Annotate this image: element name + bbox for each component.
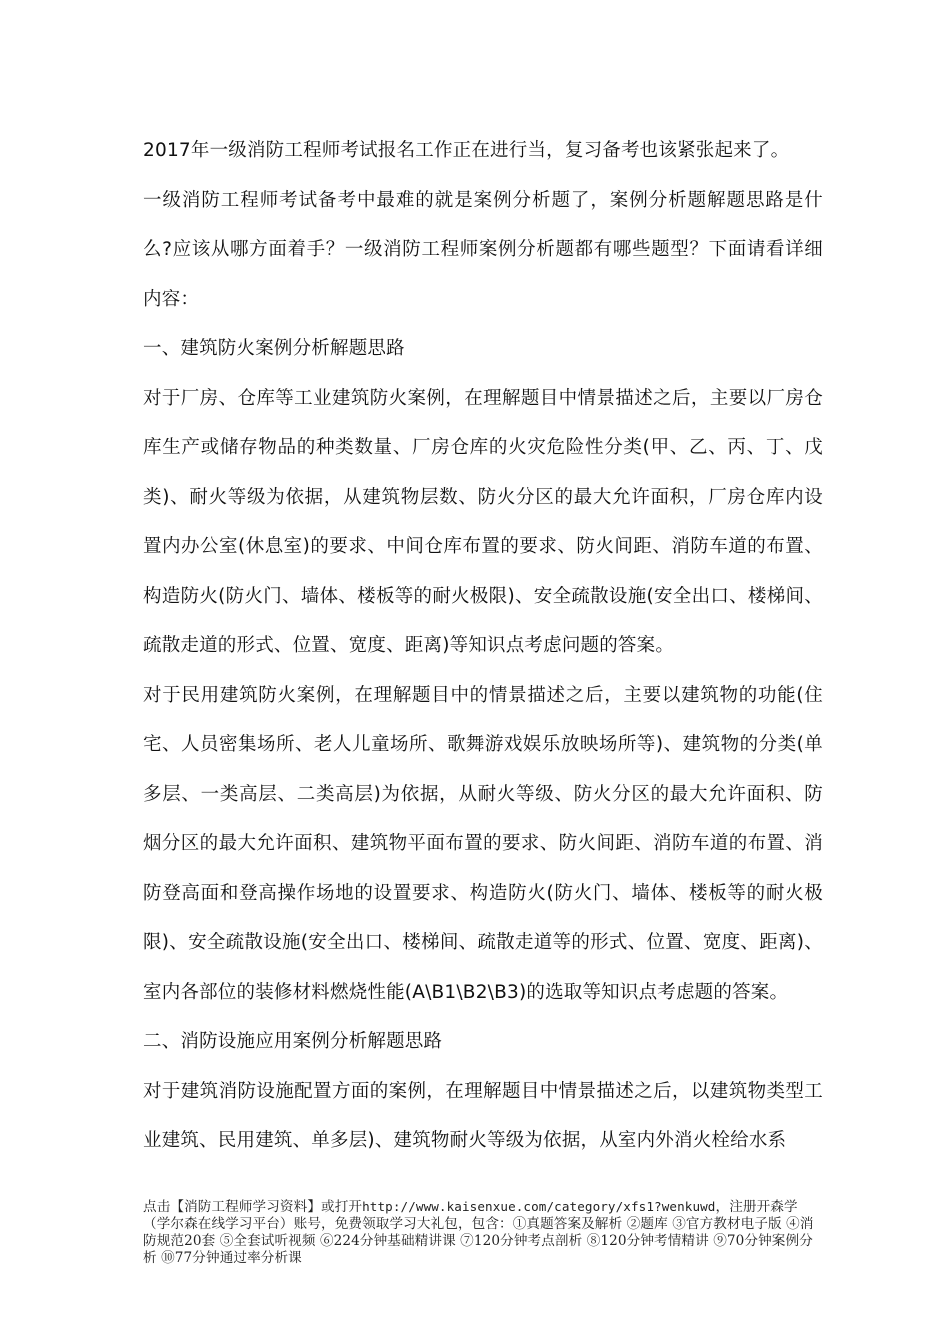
intro-paragraph: 2017年一级消防工程师考试报名工作正在进行当，复习备考也该紧张起来了。 — [143, 140, 790, 161]
article-body — [143, 126, 823, 1166]
civil-building-paragraph: 对于民用建筑防火案例，在理解题目中的情景描述之后，主要以建筑物的功能(住宅、人员密集场所、老人儿童场所、歌舞游戏娱乐放映场所等)、建筑物的分类(单多层、一类高层、二类高层)为依据，从耐火等级、防火分区的最大允许面积、防烟分区的最大允许面积、建筑物平面布置的要求、防火间距、消防车道的布置、消防登高面和登高操作场地的设置要求、构造防火(防火门、墙体、楼板等的耐火极限)、安全疏散设施(安全出口、楼梯间、疏散走道等的形式、位置、宽度、距离)、室内各部位的装修材料燃烧性能(A\B1\B2\B3)的选取等知识点考虑题的答案。 — [143, 684, 823, 1003]
industrial-building-paragraph: 对于厂房、仓库等工业建筑防火案例，在理解题目中情景描述之后，主要以厂房仓库生产或储存物品的种类数量、厂房仓库的火灾危险性分类(甲、乙、丙、丁、戊类)、耐火等级为依据，从建筑物层数、防火分区的最大允许面积，厂房仓库内设置内办公室(休息室)的要求、中间仓库布置的要求、防火间距、消防车道的布置、构造防火(防火门、墙体、楼板等的耐火极限)、安全疏散设施(安全出口、楼梯间、疏散走道的形式、位置、宽度、距离)等知识点考虑问题的答案。 — [143, 387, 823, 656]
fire-facilities-paragraph: 对于建筑消防设施配置方面的案例，在理解题目中情景描述之后，以建筑物类型工业建筑、民用建筑、单多层)、建筑物耐火等级为依据，从室内外消火栓给水系 — [143, 1080, 823, 1151]
section-heading-fire-facilities: 二、消防设施应用案例分析解题思路 — [143, 1031, 443, 1052]
footer-prefix: 点击【消防工程师学习资料】或打开 — [143, 1199, 363, 1215]
footer-suffix: ，注册开森学（学尔森在线学习平台）账号，免费领取学习大礼包，包含：①真题答案及解析 ②题库 ③官方教材电子版 ④消防规范20套 ⑤全套试听视频 ⑥224分钟基础精讲课 ⑦120分钟考点剖析 ⑧120分钟考情精讲 ⑨70分钟案例分析 ⑩77分钟通过率分析课 — [143, 1199, 814, 1266]
intro-question-paragraph: 一级消防工程师考试备考中最难的就是案例分析题了，案例分析题解题思路是什么?应该从哪方面着手？一级消防工程师案例分析题都有哪些题型？下面请看详细内容： — [143, 189, 823, 310]
promo-footer — [143, 1198, 823, 1267]
section-heading-building-fire: 一、建筑防火案例分析解题思路 — [143, 338, 405, 359]
footer-link[interactable]: http://www.kaisenxue.com/category/xfs1?wenkuwd — [362, 1199, 716, 1214]
